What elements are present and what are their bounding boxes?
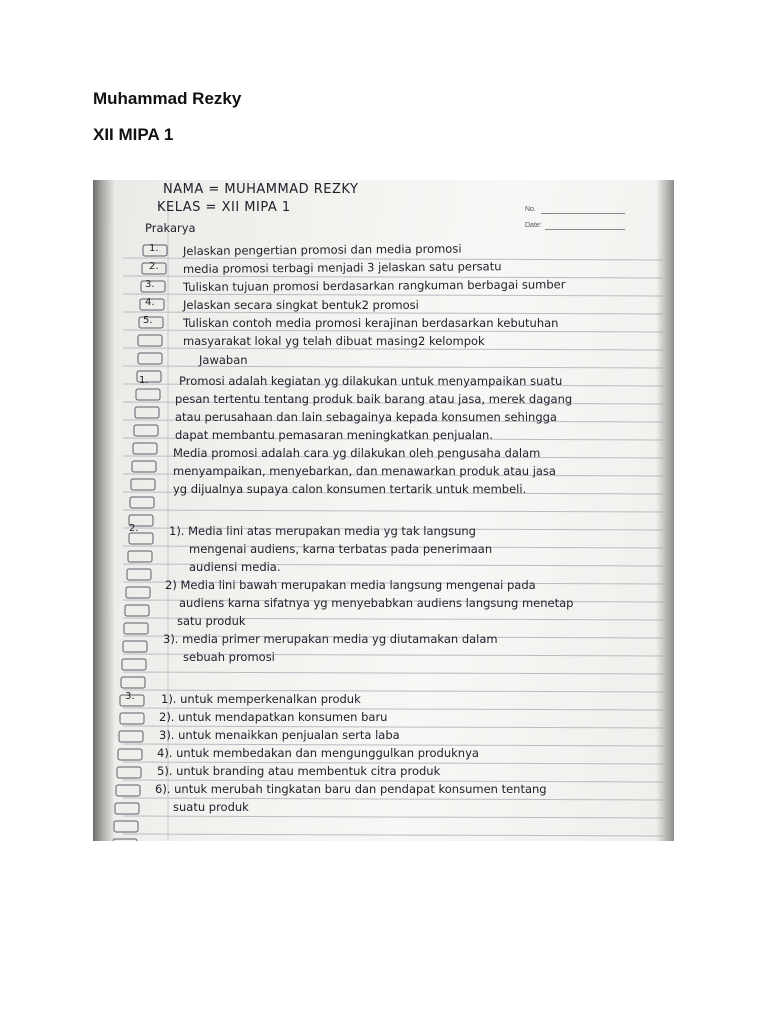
answer-number: 1. [139, 375, 149, 386]
answer-line: 4). untuk membedakan dan mengunggulkan produknya [157, 746, 479, 760]
answer-line: 5). untuk branding atau membentuk citra produk [157, 764, 441, 778]
ruled-line [123, 672, 663, 674]
answer-line: sebuah promosi [183, 650, 275, 664]
ruled-line [123, 510, 663, 512]
answer-line: yg dijualnya supaya calon konsumen tertarik untuk membeli. [173, 482, 527, 496]
answer-line: 3). untuk menaikkan penjualan serta laba [159, 728, 400, 742]
question-number: 4. [145, 297, 155, 308]
margin-box [119, 731, 143, 742]
answer-line: suatu produk [173, 800, 249, 814]
ruled-line [123, 294, 663, 296]
answer-line: 3). media primer merupakan media yg diutamakan dalam [163, 632, 498, 646]
question-line: Jelaskan secara singkat bentuk2 promosi [183, 298, 419, 312]
margin-box [138, 335, 162, 346]
answer-line: Media promosi adalah cara yg dilakukan oleh pengusaha dalam [173, 446, 541, 460]
question-number: 1. [149, 243, 159, 254]
ruled-line [123, 330, 663, 332]
page-curl-shadow [93, 180, 115, 841]
author-name: Muhammad Rezky [93, 89, 242, 108]
margin-box [116, 785, 140, 796]
handwritten-notebook-photo [93, 180, 674, 841]
margin-box [120, 713, 144, 724]
answer-line: 6). untuk merubah tingkatan baru dan pendapat konsumen tentang [155, 782, 547, 796]
question-line: Tuliskan contoh media promosi kerajinan berdasarkan kebutuhan [183, 316, 559, 330]
margin-box [125, 605, 149, 616]
answer-line: atau perusahaan dan lain sebagainya kepada konsumen sehingga [175, 410, 557, 424]
margin-box [123, 641, 147, 652]
answer-line: pesan tertentu tentang produk baik barang atau jasa, merek dagang [175, 392, 573, 406]
margin-box [131, 479, 155, 490]
header-subject: Prakarya [145, 221, 196, 235]
margin-box [127, 569, 151, 580]
answer-line: audiens karna sifatnya yg menyebabkan audiens langsung menetap [179, 596, 574, 610]
margin-box [117, 767, 141, 778]
answer-line: audiensi media. [189, 560, 281, 574]
margin-box [126, 587, 150, 598]
answer-line: 1). untuk memperkenalkan produk [161, 692, 361, 706]
answer-line: Promosi adalah kegiatan yg dilakukan untuk menyampaikan suatu [179, 374, 563, 388]
question-line: Jelaskan pengertian promosi dan media promosi [182, 241, 462, 258]
question-line: Tuliskan tujuan promosi berdasarkan rangkuman berbagai sumber [182, 277, 566, 294]
question-line: media promosi terbagi menjadi 3 jelaskan satu persatu [182, 259, 502, 276]
margin-box [122, 659, 146, 670]
answer-number: 3. [125, 691, 135, 702]
margin-box [113, 839, 137, 841]
answer-line: 2) Media lini bawah merupakan media langsung mengenai pada [165, 578, 536, 592]
margin-box [118, 749, 142, 760]
answer-line: mengenai audiens, karna terbatas pada penerimaan [189, 542, 493, 556]
margin-box [114, 821, 138, 832]
question-number: 5. [143, 315, 153, 326]
answer-line: 1). Media lini atas merupakan media yg tak langsung [169, 524, 476, 538]
margin-box [138, 353, 162, 364]
answer-line: satu produk [177, 614, 246, 628]
ruled-line [123, 348, 663, 350]
answer-heading: Jawaban [199, 353, 248, 367]
margin-box [124, 623, 148, 634]
question-number: 2. [149, 261, 159, 272]
question-line: masyarakat lokal yg telah dibuat masing2 kelompok [183, 334, 485, 348]
margin-box [136, 389, 160, 400]
answer-number: 2. [129, 523, 139, 534]
margin-box [128, 551, 152, 562]
margin-box [133, 443, 157, 454]
margin-box [129, 533, 153, 544]
margin-box [121, 677, 145, 688]
answer-line: 2). untuk mendapatkan konsumen baru [159, 710, 388, 724]
margin-box [134, 425, 158, 436]
meta-underlines [541, 213, 627, 233]
no-field-label: No. [525, 206, 536, 213]
ruled-line [123, 816, 663, 818]
margin-box [132, 461, 156, 472]
date-field-label: Date: [525, 222, 542, 229]
answer-line: dapat membantu pemasaran meningkatkan penjualan. [175, 428, 494, 442]
answer-line: menyampaikan, menyebarkan, dan menawarkan produk atau jasa [173, 464, 556, 478]
margin-box [135, 407, 159, 418]
edge-shadow [656, 180, 674, 841]
header-class: KELAS = XII MIPA 1 [157, 200, 291, 215]
margin-box [130, 497, 154, 508]
ruled-line [123, 834, 663, 836]
class-label: XII MIPA 1 [93, 125, 174, 144]
ruled-line [123, 312, 663, 314]
question-number: 3. [145, 279, 155, 290]
margin-box [115, 803, 139, 814]
header-name: NAMA = MUHAMMAD REZKY [163, 182, 359, 197]
